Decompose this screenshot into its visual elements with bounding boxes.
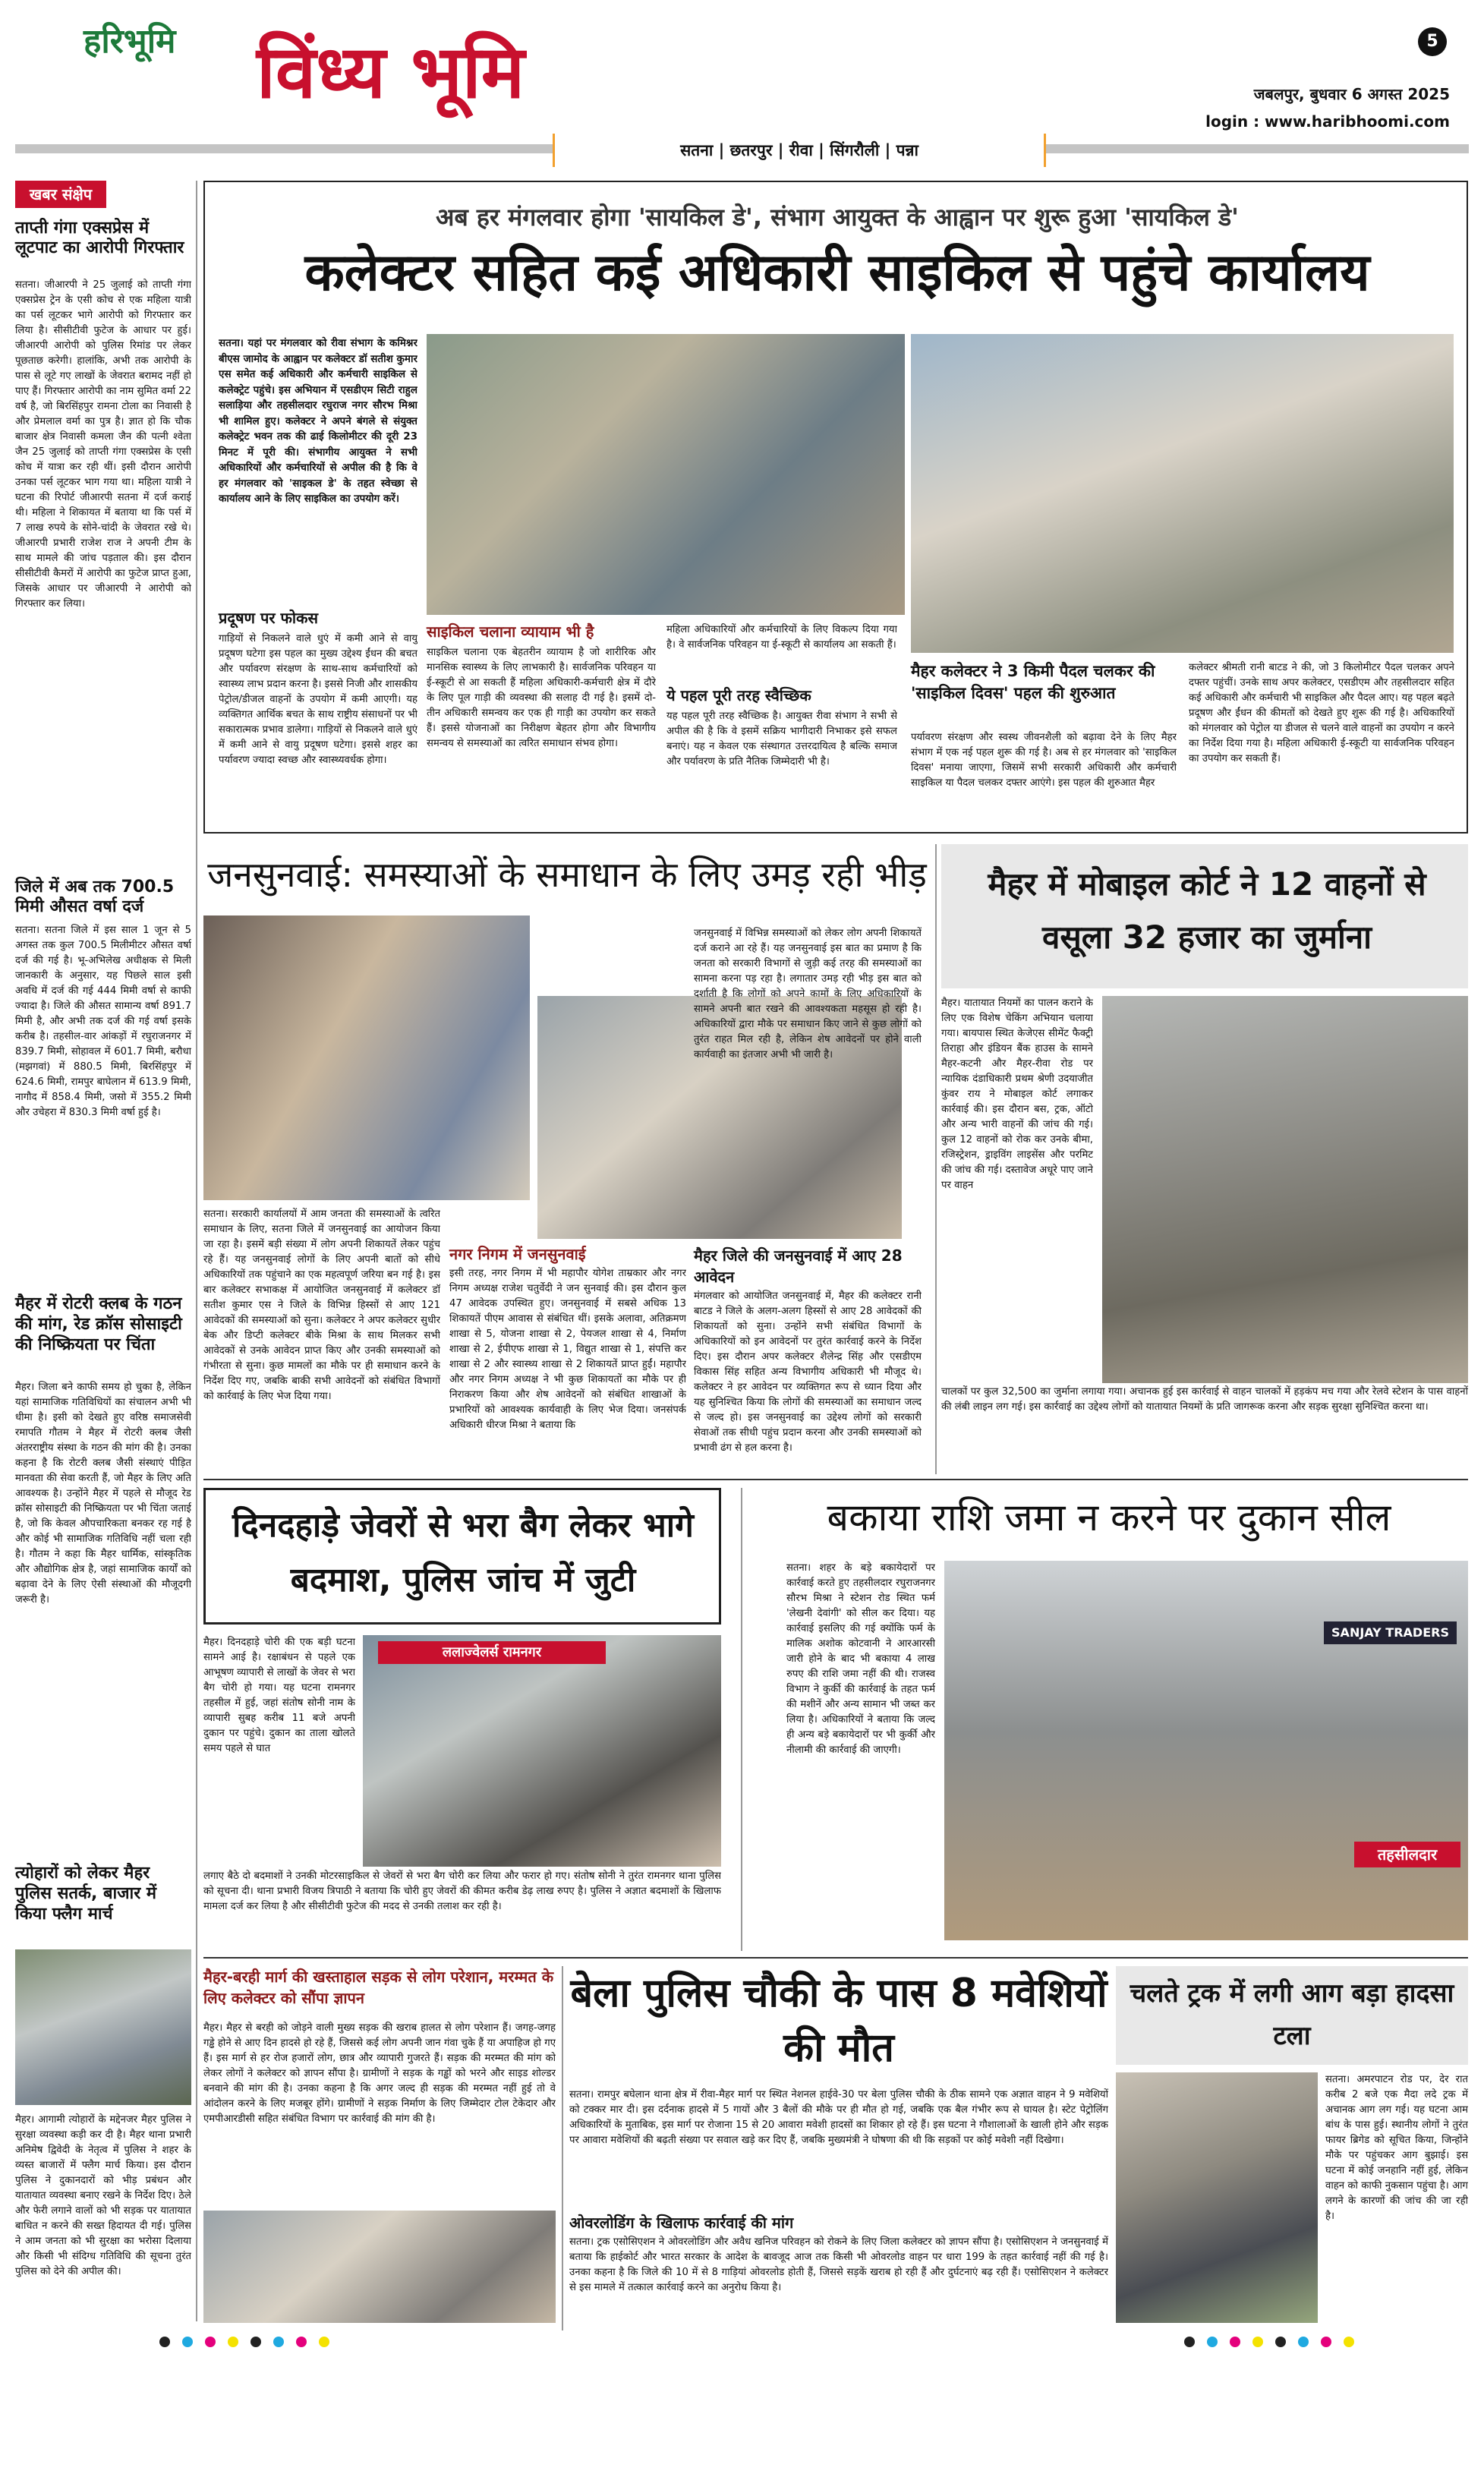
subhead-maihar-hearing: मैहर जिले की जनसुनवाई में आए 28 आवेदन (694, 1246, 903, 1286)
cycle-body-2: साइकिल चलाना एक बेहतरीन व्यायाम है जो शारीरिक और मानसिक स्वास्थ्य के लिए लाभकारी है। सार्वजनिक परिवहन या ई-स्कूटी से आ सकती हैं महिला अधिकारी-कर्मचारी क्षेत्र में दौरे के लिए पूल गाड़ी की व्यवस्था की सलाह दी गई है। इसमें दो-तीन अधिकारी समन्वय कर एक ही गाड़ी का उपयोग कर सकते हैं। इससे योजनाओं का निरीक्षण बेहतर होगा और विभागीय समन्वय से समस्याओं का त्वरित समाधान संभव होगा। (427, 647, 656, 749)
bela-body-1: सतना। रामपुर बघेलान थाना क्षेत्र में रीवा-मैहर मार्ग पर स्थित नेशनल हाईवे-30 पर बेला पुलिस चौकी के ठीक सामने एक अज्ञात वाहन ने 9 मवेशियों को टक्कर मार दी। इस दर्दनाक हादसे में 5 गायों और 3 बैलों की मौके पर ही मौत हो गई, जबकि एक बैल गंभीर रूप से घायल है। स्टेट पेट्रोलिंग अधिकारियों के मुताबिक, इस मार्ग पर रोजाना 15 से 20 आवारा मवेशी हादसों का शिकार हो रहे हैं। इस घटना ने गौशालाओं के खाली होने और सड़क पर आवारा मवेशियों की बढ़ती संख्या पर सवाल खड़े कर दिए हैं, जबकि मुख्यमंत्री ने घोषणा की थी कि सड़कों पर कोई मवेशी नहीं दिखेगा। (569, 2089, 1108, 2146)
road-divider (562, 1966, 563, 2330)
brief-1-headline: ताप्ती गंगा एक्सप्रेस में लूटपाट का आरोपी गिरफ्तार (15, 219, 184, 257)
cycle-body-3b: यह पहल पूरी तरह स्वैच्छिक है। आयुक्त रीवा संभाग ने सभी से अपील की है कि वे इसमें सक्रिय भागीदारी निभाकर इसे सफल बनाएं। यह न केवल एक संस्थागत उत्तरदायित्व है बल्कि समाज और पर्यावरण के प्रति नैतिक जिम्मेदारी भी है। (666, 711, 897, 767)
shop-headline: बकाया राशि जमा न करने पर दुकान सील (827, 1495, 1391, 1539)
reg-dot (1207, 2337, 1218, 2347)
jansunwai-body-3: जनसुनवाई में विभिन्न समस्याओं को लेकर लोग अपनी शिकायतें दर्ज कराने आ रहे हैं। यह जनसुनवाई इस बात का प्रमाण है कि जनता को सरकारी विभागों से जुड़ी कई तरह की समस्याओं का सामना करना पड़ रहा है। लगातार उमड़ रही भीड़ इस बात को दर्शाती है कि लोगों को अपने कामों के लिए अधिकारियों के सामने अपनी बात रखने की आवश्यकता महसूस हो रही है। अधिकारियों द्वारा मौके पर समाधान किए जाने से कुछ लोगों को तुरंत राहत मिल रही है, लेकिन शेष आवेदनों पर होने वाली कार्यवाही का इंतजार अभी भी जारी है। (694, 928, 922, 1060)
cycle-body-1: गाड़ियों से निकलने वाले धुएं में कमी आने से वायु प्रदूषण घटेगा इस पहल का मुख्य उद्देश्य ईंधन की बचत और पर्यावरण संरक्षण के साथ-साथ कर्मचारियों को स्वास्थ्य लाभ प्रदान करना है। इससे निजी और शासकीय पेट्रोल/डीजल वाहनों के उपयोग में कमी आएगी। यह व्यक्तिगत आर्थिक बचत के साथ राष्ट्रीय संसाधनों पर भी सकारात्मक प्रभाव डालेगा। गाड़ियों से निकलने वाले धुएं में कमी आने से वायु प्रदूषण घटेगा। इससे शहर का पर्यावरण ज्यादा स्वच्छ और स्वास्थ्यवर्धक होगा। (219, 633, 417, 766)
jansunwai-divider (935, 844, 937, 1474)
road-headline: मैहर-बरही मार्ग की खस्ताहाल सड़क से लोग परेशान, मरम्मत के लिए कलेक्टर को सौंपा ज्ञापन (203, 1968, 554, 2007)
brief-2-body: सतना। सतना जिले में इस साल 1 जून से 5 अगस्त तक कुल 700.5 मिलीमीटर औसत वर्षा दर्ज की गई है। भू-अभिलेख अधीक्षक से मिली जानकारी के अनुसार, यह पिछले साल इसी अवधि में दर्ज की गई 444 मिमी वर्षा से काफी ज्यादा है। जिले की औसत सामान्य वर्षा 891.7 मिमी है, और अभी तक दर्ज की गई वर्षा इसके करीब है। तहसील-वार आंकड़ों में रघुराजनगर में 839.7 मिमी, सोहावल में 601.7 मिमी, बरौधा (मझगवां) में 880.5 मिमी, बिरसिंहपुर में 624.6 मिमी, रामपुर बाघेलान में 613.9 मिमी, नागौद में 858.4 मिमी, जसो में 355.2 मिमी और उचेहरा में 830.3 मिमी वर्षा हुई है। (15, 925, 191, 1118)
shop-sealed-story (750, 1488, 1468, 1951)
subhead-municipal-hearing: नगर निगम में जनसुनवाई (449, 1245, 586, 1263)
road-body: मैहर। मैहर से बरही को जोड़ने वाली मुख्य सड़क की खराब हालत से लोग परेशान हैं। जगह-जगह गड्ढे होने से आए दिन हादसे हो रहे हैं, जिससे कई लोग अपनी जान गंवा चुके हैं या अपाहिज हो गए हैं। इस मार्ग से हर रोज हजारों लोग, छात्र और व्यापारी गुजरते हैं। सड़क की मरम्मत की मांग को लेकर लोगों ने कलेक्टर को ज्ञापन सौंपा है। ग्रामीणों ने सड़क के गड्ढों को भरने और साइड शोल्डर बनवाने की मांग की है। उनका कहना है कि अगर जल्द ही सड़क की मरम्मत नहीं हुई तो वे आंदोलन करने के लिए मजबूर होंगे। ग्रामीणों ने सड़क निर्माण के लिए जिम्मेदार टोल टेकेदार और एमपीआरडीसी सहित संबंधित विभाग पर कार्रवाई की मांग की है। (203, 2022, 556, 2125)
jansunwai-photo-crowd (203, 915, 530, 1200)
cycle-photo-officers-walking (427, 334, 905, 615)
reg-dot (319, 2337, 329, 2347)
jewel-headline: दिनदहाड़े जेवरों से भरा बैग लेकर भागे बदमाश, पुलिस जांच में जुटी (232, 1506, 694, 1599)
mobile-court-body-2: चालकों पर कुल 32,500 का जुर्माना लगाया गया। अचानक हुई इस कार्रवाई से वाहन चालकों में हड़कंप मच गया और रेलवे स्टेशन के पास वाहनों की लंबी लाइन लग गई। इस कार्रवाई का उद्देश्य लोगों को यातायात नियमों के प्रति जागरूक करना और सड़क सुरक्षा सुनिश्चित करना था। (941, 1386, 1468, 1413)
fire-body: सतना। अमरपाटन रोड पर, देर रात करीब 2 बजे एक मैदा लदे ट्रक में अचानक आग लग गई। यह घटना आम बांध के पास हुई। स्थानीय लोगों ने तुरंत फायर ब्रिगेड को सूचित किया, जिन्होंने मौके पर पहुंचकर आग बुझाई। इस घटना में कोई जनहानि नहीं हुई, लेकिन वाहन को काफी नुकसान पहुंचा है। आग लगने के कारणों की जांच की जा रही है। (1325, 2074, 1468, 2222)
truck-fire-photo (1116, 2072, 1318, 2323)
subhead-maihar-collector: मैहर कलेक्टर ने 3 किमी पैदल चलकर की 'साइकिल दिवस' पहल की शुरुआत (911, 662, 1155, 702)
brief-1-body: सतना। जीआरपी ने 25 जुलाई को ताप्ती गंगा एक्सप्रेस ट्रेन के एसी कोच से एक महिला यात्री का पर्स लूटकर भागे आरोपी को गिरफ्तार कर लिया है। सीसीटीवी फुटेज के आधार पर हुई। जीआरपी आरोपी को पुलिस रिमांड पर लेकर पूछताछ करेगी। हालांकि, अभी तक आरोपी के पास से लूटे गए लाखों के जेवरात बरामद नहीं हो पाए हैं। गिरफ्तार आरोपी का नाम सुमित वर्मा 22 वर्ष है, जो बिरसिंहपुर रामना टोला का निवासी है और प्रेमलाल वर्मा का पुत्र है। ज्ञात हो कि चौक बाजार क्षेत्र निवासी कमला जैन की पत्नी श्वेता जैन 25 जुलाई को ताप्ती गंगा एक्सप्रेस के एसी कोच में यात्रा कर रही थीं। इसी दौरान आरोपी उनका पर्स लूटकर भाग गया था। महिला यात्री ने घटना की रिपोर्ट जीआरपी सतना में दर्ज कराई थी। महिला ने शिकायत में बताया था कि पर्स में 7 लाख रुपये के सोने-चांदी के जेवरात रखे थे। जीआरपी प्रभारी राजेश राज ने अपनी टीम के साथ मामले की जांच पड़ताल की। इस दौरान सीसीटीवी कैमरों में आरोपी का फुटेज प्राप्त हुआ, जिसके आधार पर जीआरपी ने आरोपी को गिरफ्तार कर लिया। (15, 279, 191, 610)
reg-dot (273, 2337, 284, 2347)
cycle-kicker: अब हर मंगलवार होगा 'सायकिल डे', संभाग आयुक्त के आह्वान पर शुरू हुआ 'सायकिल डे' (436, 203, 1239, 232)
mobile-court-headline: मैहर में मोबाइल कोर्ट ने 12 वाहनों से वसूला 32 हजार का जुर्माना (988, 865, 1426, 956)
cycle-photo-collector-bicycle (911, 334, 1454, 653)
reg-dot (296, 2337, 307, 2347)
flag-march-photo (15, 1949, 191, 2105)
shop-sign-sanjay: SANJAY TRADERS (1324, 1621, 1457, 1644)
section-rule (203, 1479, 1468, 1480)
fire-headline: चलते ट्रक में लगी आग बड़ा हादसा टला (1130, 1978, 1454, 2051)
reg-dot (205, 2337, 216, 2347)
cycle-headline: कलेक्टर सहित कई अधिकारी साइकिल से पहुंचे कार्यालय (304, 243, 1370, 303)
reg-dot (1184, 2337, 1195, 2347)
jansunwai-story (203, 844, 931, 1474)
subhead-pollution: प्रदूषण पर फोकस (219, 609, 318, 627)
jewel-theft-story (203, 1488, 735, 1951)
reg-dot (1275, 2337, 1286, 2347)
subhead-exercise: साइकिल चलाना व्यायाम भी है (427, 622, 594, 641)
bela-headline: बेला पुलिस चौकी के पास 8 मवेशियों की मौत (570, 1971, 1107, 2071)
jewel-shop-signboard: ललाज्वेलर्स रामनगर (378, 1641, 606, 1664)
jewel-body-1: मैहर। दिनदहाड़े चोरी की एक बड़ी घटना सामने आई है। रक्षाबंधन से पहले एक आभूषण व्यापारी से लाखों के जेवर से भरा बैग चोरी हो गया। यह घटना रामनगर तहसील में हुई, जहां संतोष सोनी नाम के व्यापारी सुबह करीब 11 बजे अपनी दुकान पर पहुंचे। दुकान का ताला खोलते समय पहले से घात (203, 1637, 355, 1754)
reg-dot (1344, 2337, 1354, 2347)
brief-header: खबर संक्षेप (15, 181, 106, 208)
brand-logo: हरिभूमि (83, 22, 176, 61)
truck-fire-story (1116, 1966, 1468, 2330)
district-bar: सतना | छतरपुर | रीवा | सिंगरौली | पन्ना (553, 134, 1046, 167)
reg-dot (1321, 2337, 1331, 2347)
news-brief-sidebar (15, 181, 191, 2321)
cycle-body-3: महिला अधिकारियों और कर्मचारियों के लिए विकल्प दिया गया है। वे सार्वजनिक परिवहन या ई-स्कूटी से कार्यालय आ सकती हैं। (666, 624, 897, 651)
brief-4-body: मैहर। आगामी त्योहारों के मद्देनजर मैहर पुलिस ने सुरक्षा व्यवस्था कड़ी कर दी है। मैहर थाना प्रभारी अनिमेष द्विवेदी के नेतृत्व में पुलिस ने शहर के व्यस्त बाजारों में फ्लैग मार्च किया। इस दौरान पुलिस ने दुकानदारों को भीड़ प्रबंधन और यातायात व्यवस्था बनाए रखने के निर्देश दिए। ठेले और फेरी लगाने वालों को भी सड़क पर यातायात बाधित न करने की सख्त हिदायत दी गई। पुलिस ने आम जनता को भी सुरक्षा का भरोसा दिलाया और किसी भी संदिग्ध गतिविधि की सूचना तुरंत पुलिस को देने की अपील की। (15, 2114, 191, 2277)
cycle-body-5: कलेक्टर श्रीमती रानी बाटड ने की, जो 3 किलोमीटर पैदल चलकर अपने दफ्तर पहुंचीं। उनके साथ अपर कलेक्टर, एसडीएम और तहसीलदार सहित कई अधिकारी और कर्मचारी भी साइकिल और पैदल आए। यह पहल बढ़ते प्रदूषण और ईंधन की कीमतों को देखते हुए शुरू की गई है। अधिकारियों को मंगलवार को पेट्रोल या डीजल से चलने वाले वाहनों का उपयोग न करने का निर्देश दिया गया है। महिला अधिकारी ई-स्कूटी या सार्वजनिक परिवहन का उपयोग कर सकती हैं। (1189, 662, 1454, 764)
road-potholes-photo (203, 2211, 556, 2323)
shop-body: सतना। शहर के बड़े बकायेदारों पर कार्रवाई करते हुए तहसीलदार रघुराजनगर सौरभ मिश्रा ने स्टेशन रोड स्थित फर्म 'लेखनी देवांगी' को सील कर दिया। यह कार्रवाई इसलिए की गई क्योंकि फर्म के मालिक अशोक कोटवानी ने आरआरसी जारी होने के बाद भी बकाया 4 लाख रुपए की राशि जमा नहीं की थी। राजस्व विभाग ने कुर्की की कार्रवाई के तहत फर्म की मशीनें और अन्य सामान भी जब्त कर लिया है। अधिकारियों ने बताया कि जल्द ही अन्य बड़े बकायेदारों पर भी कुर्की और नीलामी की कार्रवाई की जाएगी। (786, 1562, 935, 1756)
brief-2-headline: जिले में अब तक 700.5 मिमी औसत वर्षा दर्ज (15, 878, 175, 916)
edition-title: विंध्य भूमि (257, 29, 525, 115)
shop-sealed-photo (944, 1561, 1468, 1940)
section-rule-2 (203, 1957, 1468, 1959)
jewel-body-2: लगाए बैठे दो बदमाशों ने उनकी मोटरसाइकिल से जेवरों से भरा बैग चोरी कर लिया और फरार हो गए। संतोष सोनी ने तुरंत रामनगर थाना पुलिस को सूचना दी। थाना प्रभारी विजय त्रिपाठी ने बताया कि चोरी हुए जेवरों की कीमत करीब डेढ़ लाख रुपए है। पुलिस ने अज्ञात बदमाशों के खिलाफ मामला दर्ज कर लिया है और सीसीटीवी फुटेज की मदद से उनकी तलाश कर रही है। (203, 1870, 721, 1912)
brief-4-headline: त्योहारों को लेकर मैहर पुलिस सतर्क, बाजार में किया फ्लैग मार्च (15, 1864, 157, 1924)
reg-dot (159, 2337, 170, 2347)
jewel-shop-photo (363, 1635, 721, 1867)
reg-dot (1298, 2337, 1309, 2347)
subhead-voluntary: ये पहल पूरी तरह स्वैच्छिक (666, 686, 811, 704)
mobile-court-story (941, 844, 1468, 1474)
cycle-day-story (203, 181, 1468, 834)
brief-3-headline: मैहर में रोटरी क्लब के गठन की मांग, रेड क्रॉस सोसाइटी की निष्क्रियता पर चिंता (15, 1294, 182, 1354)
jansunwai-body-1: सतना। सरकारी कार्यालयों में आम जनता की समस्याओं के त्वरित समाधान के लिए, सतना जिले में जनसुनवाई का आयोजन किया जा रहा है। इसमें बड़ी संख्या में लोग अपनी शिकायतें लेकर पहुंच रहे हैं। यह जनसुनवाई लोगों के लिए अपनी बातों को सीधे अधिकारियों तक पहुंचाने का एक महत्वपूर्ण जरिया बन गई है। इस बार कलेक्टर सभाकक्ष में आयोजित जनसुनवाई में कलेक्टर डॉ सतीश कुमार एस ने जिले के विभिन्न हिस्सों से आए 121 आवेदकों की समस्याओं को सुना। कलेक्टर ने अपर कलेक्टर सुधीर बेक और डिप्टी कलेक्टर बीके मिश्रा के साथ मिलकर सभी आवेदकों से उनके आवेदन प्राप्त किए और उनकी समस्याओं को गंभीरता से सुना। कुछ मामलों का मौके पर ही समाधान करने के निर्देश दिए गए, जबकि बाकी सभी आवेदनों को संबंधित विभागों को कार्रवाई के लिए भेज दिया गया। (203, 1209, 440, 1402)
sidebar-divider (196, 181, 197, 2321)
jansunwai-body-2: इसी तरह, नगर निगम में भी महापौर योगेश ताम्रकार और नगर निगम अध्यक्ष राजेश चतुर्वेदी ने जन सुनवाई की। इस दौरान कुल 47 आवेदक उपस्थित हुए। जनसुनवाई में सबसे अधिक 13 शिकायतें पीएम आवास से संबंधित थीं। इसके अलावा, अतिक्रमण शाखा से 5, योजना शाखा से 2, पेयजल शाखा से 4, निर्माण शाखा से 2, ईपीएफ शाखा से 1, विद्युत शाखा से 1, संपत्ति कर शाखा से 2 और स्वास्थ्य शाखा से 2 शिकायतें प्राप्त हुईं। महापौर और नगर निगम अध्यक्ष ने भी कुछ शिकायतों का मौके पर ही निराकरण किया और शेष आवेदनों को संबंधित शाखाओं के प्रभारियों को आवश्यक कार्यवाही के लिए भेज दिया। जनसंपर्क अधिकारी धीरज मिश्रा ने बताया कि (449, 1268, 686, 1431)
dateline: जबलपुर, बुधवार 6 अगस्त 2025 (1253, 85, 1450, 103)
masthead (0, 0, 1484, 159)
reg-dot (1230, 2337, 1240, 2347)
cycle-body-4: पर्यावरण संरक्षण और स्वस्थ जीवनशैली को बढ़ावा देने के लिए मैहर संभाग में एक नई पहल शुरू की गई है। अब से हर मंगलवार को 'साइकिल दिवस' मनाया जाएगा, जिसमें सभी सरकारी अधिकारी और कर्मचारी साइकिल या पैदल चलकर दफ्तर आएंगे। इस पहल की शुरुआत मैहर (911, 732, 1177, 789)
jansunwai-body-4: मंगलवार को आयोजित जनसुनवाई में, मैहर की कलेक्टर रानी बाटड ने जिले के अलग-अलग हिस्सों से आए 28 आवेदकों की शिकायतों को सुना। उन्होंने सभी संबंधित विभागों के अधिकारियों को इन आवेदनों पर तुरंत कार्रवाई करने के निर्देश दिए। इस दौरान अपर कलेक्टर शैलेन्द्र सिंह और एसडीएम विकास सिंह सहित अन्य विभागीय अधिकारी भी मौजूद थे। कलेक्टर ने हर आवेदन पर व्यक्तिगत रूप से ध्यान दिया और यह सुनिश्चित किया कि लोगों की समस्याओं का समाधान जल्द से जल्द हो। इस जनसुनवाई का उद्देश्य लोगों को सरकारी सेवाओं तक सीधी पहुंच प्रदान करना और उनकी समस्याओं को प्रभावी ढंग से हल करना है। (694, 1290, 922, 1454)
brief-3-body: मैहर। जिला बने काफी समय हो चुका है, लेकिन यहां सामाजिक गतिविधियों का संचालन अभी भी धीमा है। इसी को देखते हुए वरिष्ठ समाजसेवी रमापति गौतम ने मैहर में रोटरी क्लब जैसी अंतरराष्ट्रीय संस्था के गठन की मांग की है। उनका कहना है कि रोटरी क्लब जैसी संस्थाएं पीड़ित मानवता की सेवा करती हैं, जो मैहर के लिए अति आवश्यक है। उन्होंने मैहर में पहले से मौजूद रेड क्रॉस सोसाइटी की निष्क्रियता पर भी चिंता जताई है, जो कि केवल औपचारिकता बनकर रह गई है और कोई भी सामाजिक गतिविधि नहीं चला रही है। गौतम ने कहा कि मैहर धार्मिक, सांस्कृतिक और औद्योगिक क्षेत्र है, जहां सामाजिक कार्यों को बढ़ावा देने के लिए ऐसी संस्थाओं की मौजूदगी जरूरी है। (15, 1382, 191, 1606)
reg-dot (182, 2337, 193, 2347)
vehicle-label-tehsildar: तहसीलदार (1354, 1842, 1460, 1867)
mobile-court-body-1: मैहर। यातायात नियमों का पालन कराने के लिए एक विशेष चेकिंग अभियान चलाया गया। बायपास स्थित केजेएस सीमेंट फैक्ट्री तिराहा और इंडियन बैंक हाउस के सामने मैहर-कटनी और मैहर-रीवा रोड पर न्यायिक दंडाधिकारी प्रथम श्रेणी उदयाजीत कुंवर राय ने मोबाइल कोर्ट लगाकर कार्रवाई की। इस दौरान बस, ट्रक, ऑटो और अन्य भारी वाहनों की जांच की गई। कुल 12 वाहनों को रोक कर उनके बीमा, रजिस्ट्रेशन, ड्राइविंग लाइसेंस और परमिट की जांच की गई। दस्तावेज अधूरे पाए जाने पर वाहन (941, 997, 1093, 1191)
jewel-divider (741, 1488, 742, 1951)
mobile-court-photo (1102, 996, 1468, 1383)
bela-story (569, 1966, 1108, 2330)
reg-dot (228, 2337, 238, 2347)
road-story (203, 1966, 556, 2330)
subhead-overloading: ओवरलोडिंग के खिलाफ कार्रवाई की मांग (569, 2214, 794, 2232)
page-number: 5 (1418, 27, 1447, 56)
bela-body-2: सतना। ट्रक एसोसिएशन ने ओवरलोडिंग और अवैध खनिज परिवहन को रोकने के लिए जिला कलेक्टर को ज्ञापन सौंपा है। एसोसिएशन ने जनसुनवाई में बताया कि हाईकोर्ट और भारत सरकार के आदेश के बावजूद आज तक किसी भी ओवरलोड वाहन पर धारा 199 के तहत कार्रवाई नहीं की गई है। उनका कहना है कि जिले की 10 में से 8 गाड़ियां ओवरलोड होती हैं, जिससे सड़कें खराब हो रही हैं और दुर्घटनाएं बढ़ रही हैं। एसोसिएशन ने कलेक्टर से इस मामले में तत्काल कार्रवाई करने का अनुरोध किया है। (569, 2236, 1108, 2293)
reg-dot (1252, 2337, 1263, 2347)
cycle-lead: सतना। यहां पर मंगलवार को रीवा संभाग के कमिश्नर बीएस जामोद के आह्वान पर कलेक्टर डॉ सतीश कुमार एस समेत कई अधिकारी और कर्मचारी साइकिल से कलेक्ट्रेट पहुंचे। इस अभियान में एसडीएम सिटी राहुल सलाड़िया और तहसीलदार रघुराज नगर सौरभ मिश्रा भी शामिल हुए। कलेक्टर ने अपने बंगले से संयुक्त कलेक्ट्रेट भवन तक की ढाई किलोमीटर की दूरी 23 मिनट में पूरी की। संभागीय आयुक्त ने सभी अधिकारियों और कर्मचारियों से अपील की है कि वे हर मंगलवार को 'साइकल डे' के तहत स्वेच्छा से कार्यालय आने के लिए साइकिल का उपयोग करें। (219, 337, 417, 505)
reg-dot (250, 2337, 261, 2347)
login-link[interactable]: login : www.haribhoomi.com (1205, 112, 1450, 131)
jansunwai-headline: जनसुनवाई: समस्याओं के समाधान के लिए उमड़ रही भीड़ (207, 854, 927, 895)
